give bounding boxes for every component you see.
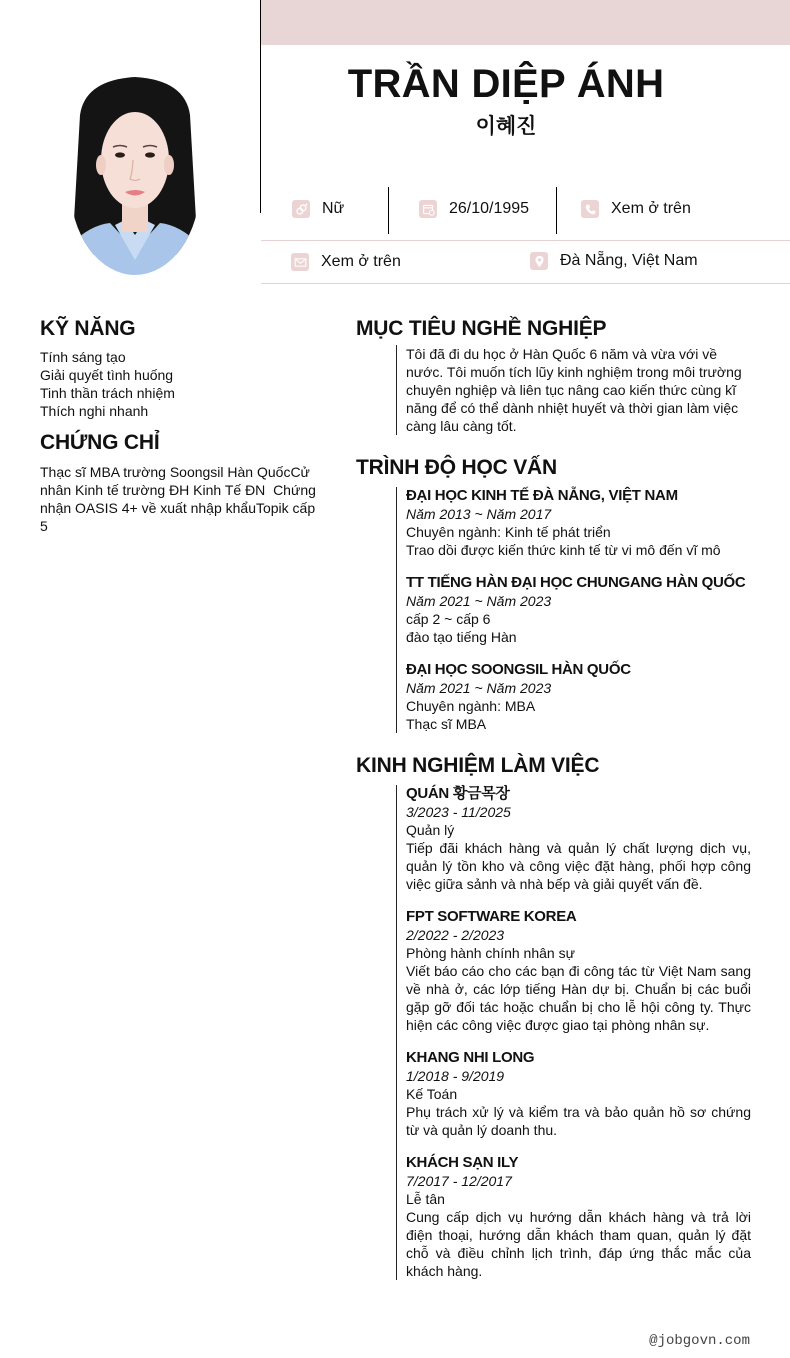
phone-icon <box>581 200 599 218</box>
address-value: Đà Nẵng, Việt Nam <box>560 252 698 269</box>
school-name: TT TIẾNG HÀN ĐẠI HỌC CHUNGANG HÀN QUỐC <box>406 574 746 591</box>
skills-title: KỸ NĂNG <box>40 317 136 340</box>
school-name: ĐẠI HỌC KINH TẾ ĐÀ NẴNG, VIỆT NAM <box>406 487 678 504</box>
contact-separator <box>261 240 790 241</box>
skill-item: Giải quyết tình huống <box>40 367 174 383</box>
experience-entry <box>406 785 751 893</box>
job-role: Phòng hành chính nhân sự <box>406 945 575 961</box>
left-column <box>40 316 320 535</box>
education-entry <box>406 661 751 733</box>
job-role: Lễ tân <box>406 1191 445 1207</box>
experience-entry <box>406 1154 751 1280</box>
school-name: ĐẠI HỌC SOONGSIL HÀN QUỐC <box>406 661 631 678</box>
experience-entry <box>406 1049 751 1139</box>
job-description: Viết báo cáo cho các bạn đi công tác từ Việt Nam sang về nhà ở, các lớp tiếng Hàn dự bị. Chuẩn bị các buổi gặp gỡ đối tác hoặc chuẩn bị cho lễ hội công ty. Thực hiện các công việc được giao tại phòng nhân sự. <box>406 963 751 1033</box>
gender-icon <box>292 200 310 218</box>
location-icon <box>530 252 548 270</box>
education-title: TRÌNH ĐỘ HỌC VẤN <box>356 456 557 479</box>
education-detail: Chuyên ngành: MBA <box>406 698 536 714</box>
experience-entry <box>406 908 751 1034</box>
mail-icon <box>291 253 309 271</box>
experience-period: 1/2018 - 9/2019 <box>406 1068 505 1084</box>
certificates-text: Thạc sĩ MBA trường Soongsil Hàn QuốcCử nhân Kinh tế trường ĐH Kinh Tế ĐN Chứng nhận OASIS 4+ về xuất nhập khẩuTopik cấp 5 <box>40 464 320 534</box>
contact-address <box>530 251 698 271</box>
education-entry <box>406 487 751 559</box>
company-name: FPT SOFTWARE KOREA <box>406 908 577 925</box>
skill-item: Tinh thần trách nhiệm <box>40 385 175 401</box>
education-detail: Chuyên ngành: Kinh tế phát triển <box>406 524 611 540</box>
contact-email <box>291 252 401 272</box>
education-period: Năm 2021 ~ Năm 2023 <box>406 593 552 609</box>
calendar-icon <box>419 200 437 218</box>
objective-text: Tôi đã đi du học ở Hàn Quốc 6 năm và vừa với về nước. Tôi muốn tích lũy kinh nghiệm trong môi trường chuyên nghiệp và liên tục nâng cao kiến thức cùng kĩ năng để có thể dành nhiệt huyết và thời gian làm việc càng lâu càng tốt. <box>406 346 742 434</box>
contact-gender <box>292 199 344 219</box>
experience-period: 3/2023 - 11/2025 <box>406 804 511 820</box>
education-detail: Thạc sĩ MBA <box>406 716 487 732</box>
education-block <box>396 487 751 733</box>
job-role: Kế Toán <box>406 1086 458 1102</box>
footer-watermark: @jobgovn.com <box>649 1333 750 1349</box>
candidate-name: TRẦN DIỆP ÁNH <box>347 62 665 106</box>
header-accent-band <box>261 0 790 45</box>
contact-birthday <box>419 199 529 219</box>
job-description: Tiếp đãi khách hàng và quản lý chất lượng dịch vụ, quản lý tồn kho và công việc đặt hàng, phối hợp công việc giữa sảnh và nhà bếp và giải quyết vấn đề. <box>406 840 751 892</box>
job-description: Cung cấp dịch vụ hướng dẫn khách hàng và trả lời điện thoại, hướng dẫn khách tham quan, quản lý đặt chỗ và điều chỉnh lịch trình, đáp ứng thắc mắc của khách hàng. <box>406 1209 751 1279</box>
right-column <box>356 316 751 1280</box>
profile-photo <box>70 75 200 275</box>
education-detail: cấp 2 ~ cấp 6 <box>406 611 491 627</box>
skill-item: Thích nghi nhanh <box>40 403 149 419</box>
job-role: Quản lý <box>406 822 455 838</box>
skill-item: Tính sáng tạo <box>40 349 126 365</box>
portrait-image <box>70 75 200 275</box>
education-detail: đào tạo tiếng Hàn <box>406 629 517 645</box>
education-detail: Trao dồi được kiến thức kinh tế từ vi mô đến vĩ mô <box>406 542 721 558</box>
education-period: Năm 2013 ~ Năm 2017 <box>406 506 552 522</box>
certificates-title: CHỨNG CHỈ <box>40 431 160 454</box>
email-value: Xem ở trên <box>321 253 401 270</box>
experience-period: 2/2022 - 2/2023 <box>406 927 505 943</box>
company-name: KHÁCH SẠN ILY <box>406 1154 519 1171</box>
contact-divider <box>556 187 557 234</box>
education-entry <box>406 574 751 646</box>
contact-phone <box>581 199 691 219</box>
phone-value: Xem ở trên <box>611 200 691 217</box>
company-name: KHANG NHI LONG <box>406 1049 535 1066</box>
birthday-value: 26/10/1995 <box>449 200 530 217</box>
job-description: Phụ trách xử lý và kiểm tra và bảo quản hồ sơ chứng từ và quản lý doanh thu. <box>406 1104 751 1138</box>
experience-title: KINH NGHIỆM LÀM VIỆC <box>356 754 600 777</box>
education-period: Năm 2021 ~ Năm 2023 <box>406 680 552 696</box>
objective-block <box>396 345 751 435</box>
gender-value: Nữ <box>322 200 345 217</box>
contact-divider <box>388 187 389 234</box>
company-name: QUÁN 황금목장 <box>406 785 510 802</box>
contact-separator <box>261 283 790 284</box>
experience-period: 7/2017 - 12/2017 <box>406 1173 512 1189</box>
experience-block <box>396 785 751 1280</box>
skills-list <box>40 348 320 420</box>
objective-title: MỤC TIÊU NGHỀ NGHIỆP <box>356 317 607 340</box>
candidate-korean-name: 이혜진 <box>475 115 537 138</box>
